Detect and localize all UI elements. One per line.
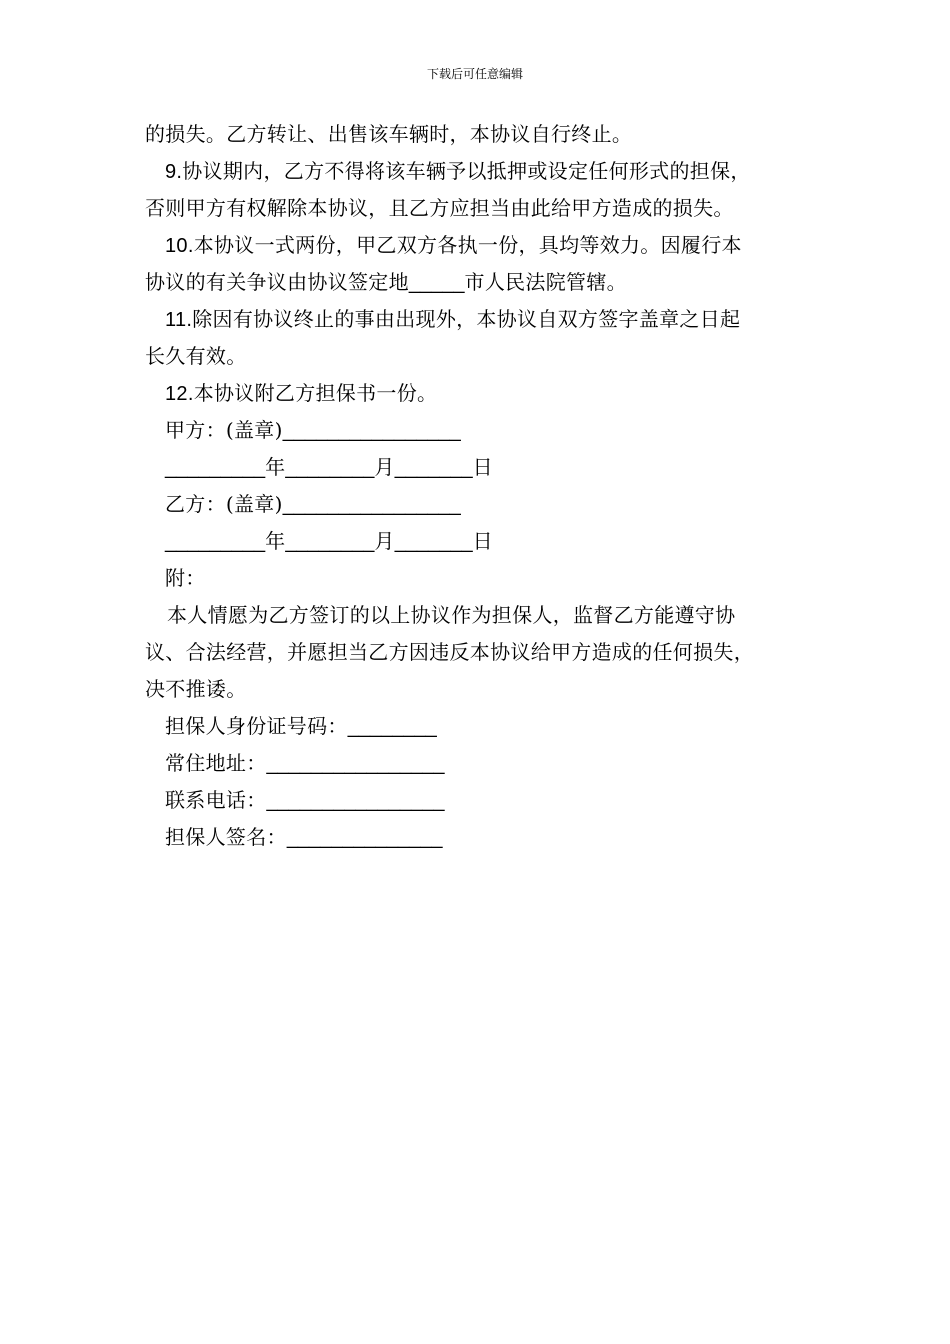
day-blank: _______ <box>394 457 473 479</box>
document-body <box>145 116 825 856</box>
day-label: 日 <box>472 529 493 553</box>
party-b-signature <box>145 486 825 523</box>
guarantor-phone-field <box>145 782 825 819</box>
text-line: 议、合法经营，并愿担当乙方因违反本协议给甲方造成的任何损失， <box>145 640 754 664</box>
year-label: 年 <box>265 529 286 553</box>
party-a-signature <box>145 412 825 449</box>
court-city-blank: _____ <box>408 272 465 294</box>
text-line: 市人民法院管辖。 <box>464 270 627 294</box>
text-line: 本人情愿为乙方签订的以上协议作为担保人，监督乙方能遵守协 <box>167 603 736 627</box>
guarantor-phone-label: 联系电话： <box>165 788 267 812</box>
paragraph-10-line2 <box>145 264 825 301</box>
paragraph-9-line2 <box>145 190 825 227</box>
paragraph-10 <box>145 227 825 264</box>
guarantor-signature-field <box>145 819 825 856</box>
party-a-label: 甲方：(盖章) <box>165 418 283 442</box>
paragraph-11-line2 <box>145 338 825 375</box>
text-line: 本协议一式两份，甲乙双方各执一份，具均等效力。因履行本 <box>193 233 742 257</box>
party-a-seal-blank: ________________ <box>282 420 461 442</box>
clause-number: 12. <box>165 383 194 405</box>
guarantor-address-blank: ________________ <box>266 753 445 775</box>
party-a-date <box>145 449 825 486</box>
month-blank: ________ <box>285 531 375 553</box>
clause-number: 10. <box>165 235 194 257</box>
text-line: 否则甲方有权解除本协议，且乙方应担当由此给甲方造成的损失。 <box>145 196 734 220</box>
day-blank: _______ <box>394 531 473 553</box>
guarantor-signature-label: 担保人签名： <box>165 825 287 849</box>
page-header: 下载后可任意编辑 <box>426 67 523 81</box>
paragraph-8-continuation <box>145 116 825 153</box>
text-line: 长久有效。 <box>145 344 247 368</box>
text-line: 的损失。乙方转让、出售该车辆时，本协议自行终止。 <box>145 122 633 146</box>
text-line: 协议的有关争议由协议签定地 <box>145 270 409 294</box>
party-b-date <box>145 523 825 560</box>
guarantor-address-field <box>145 745 825 782</box>
paragraph-9 <box>145 153 825 190</box>
year-blank: _________ <box>165 531 266 553</box>
guarantor-id-label: 担保人身份证号码： <box>165 714 348 738</box>
guarantor-address-label: 常住地址： <box>165 751 267 775</box>
guarantor-id-blank: ________ <box>347 716 437 738</box>
year-label: 年 <box>265 455 286 479</box>
guarantee-statement-line2 <box>145 634 825 671</box>
appendix-label <box>145 560 825 597</box>
clause-number: 9. <box>165 161 183 183</box>
text-line: 决不推诿。 <box>145 677 247 701</box>
paragraph-12 <box>145 375 825 412</box>
text-line: 除因有协议终止的事由出现外，本协议自双方签字盖章之日起 <box>192 307 741 331</box>
day-label: 日 <box>472 455 493 479</box>
guarantor-phone-blank: ________________ <box>266 790 445 812</box>
text-line: 本协议附乙方担保书一份。 <box>193 381 438 405</box>
month-label: 月 <box>374 529 395 553</box>
guarantee-statement-line3 <box>145 671 825 708</box>
guarantor-id-field <box>145 708 825 745</box>
month-blank: ________ <box>285 457 375 479</box>
clause-number: 11. <box>165 309 193 331</box>
appendix-heading: 附： <box>165 566 206 590</box>
guarantee-statement-line1 <box>145 597 825 634</box>
month-label: 月 <box>374 455 395 479</box>
paragraph-11 <box>145 301 825 338</box>
guarantor-signature-blank: ______________ <box>286 827 443 849</box>
text-line: 协议期内，乙方不得将该车辆予以抵押或设定任何形式的担保， <box>182 159 751 183</box>
year-blank: _________ <box>165 457 266 479</box>
party-b-label: 乙方：(盖章) <box>165 492 283 516</box>
party-b-seal-blank: ________________ <box>282 494 461 516</box>
